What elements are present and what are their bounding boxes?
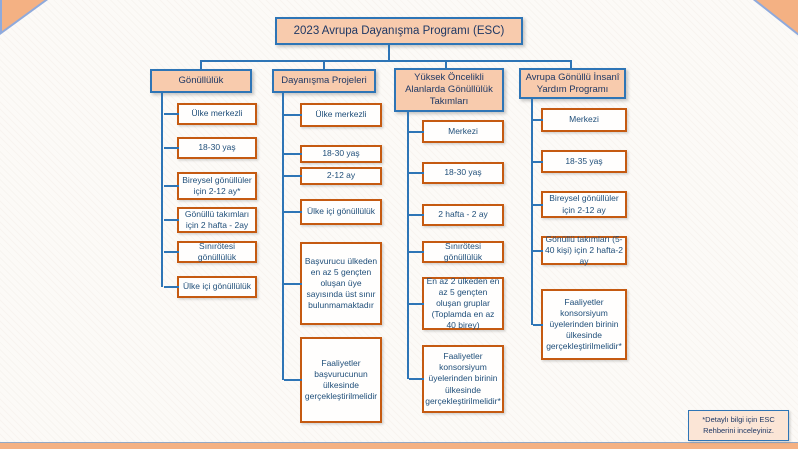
branch-item: Faaliyetler başvurucunun ülkesinde gerçekleştirilmelidir [300, 337, 382, 423]
branch-item: Bireysel gönüllüler için 2-12 ay* [177, 172, 257, 200]
branch-item: 2-12 ay [300, 167, 382, 185]
branch-header-insani-yardim: Avrupa Gönüllü İnsanî Yardım Programı [519, 68, 626, 99]
branch-item: Sınırötesi gönüllülük [177, 241, 257, 263]
connector-line [407, 111, 409, 379]
branch-item: 2 hafta - 2 ay [422, 204, 504, 226]
connector-line [161, 92, 163, 287]
branch-item: 18-30 yaş [422, 162, 504, 184]
branch-item: Bireysel gönüllüler için 2-12 ay [541, 191, 627, 218]
branch-item: 18-30 yaş [177, 137, 257, 159]
branch-header-yuksek-oncelikli: Yüksek Öncelikli Alanlarda Gönüllülük Takımları [394, 68, 504, 112]
branch-item: Gönüllü takımları (5-40 kişi) için 2 hafta-2 ay [541, 236, 627, 265]
branch-item: Gönüllü takımları için 2 hafta - 2ay [177, 207, 257, 233]
branch-item: Sınırötesi gönüllülük [422, 241, 504, 263]
corner-triangle-top-left [0, 0, 52, 36]
bottom-accent-bar [0, 442, 798, 449]
branch-item: Merkezi [422, 120, 504, 143]
connector-line [282, 92, 284, 380]
branch-item: Ülke merkezli [300, 103, 382, 127]
branch-item: Ülke içi gönüllülük [300, 199, 382, 225]
branch-item: Faaliyetler konsorsiyum üyelerinden birinin ülkesinde gerçekleştirilmelidir* [541, 289, 627, 360]
connector-line [531, 98, 533, 325]
diagram-title: 2023 Avrupa Dayanışma Programı (ESC) [275, 17, 523, 45]
corner-triangle-top-right [750, 0, 798, 38]
branch-item: Ülke içi gönüllülük [177, 276, 257, 298]
branch-item: 18-30 yaş [300, 145, 382, 163]
branch-item: Ülke merkezli [177, 103, 257, 125]
branch-item: Merkezi [541, 108, 627, 132]
connector-line [388, 45, 390, 61]
footnote-box: *Detaylı bilgi için ESC Rehberini inceleyiniz. [688, 410, 789, 441]
branch-item: En az 2 ülkeden en az 5 gençten oluşan gruplar (Toplamda en az 40 birey) [422, 277, 504, 330]
branch-item: Başvurucu ülkeden en az 5 gençten oluşan üye sayısında üst sınır bulunmamaktadır [300, 242, 382, 325]
branch-item: Faaliyetler konsorsiyum üyelerinden birinin ülkesinde gerçekleştirilmelidir* [422, 345, 504, 413]
branch-header-dayanisma-projeleri: Dayanışma Projeleri [272, 69, 376, 93]
branch-header-gonulluluk: Gönüllülük [150, 69, 252, 93]
connector-line [200, 60, 572, 62]
branch-item: 18-35 yaş [541, 150, 627, 173]
